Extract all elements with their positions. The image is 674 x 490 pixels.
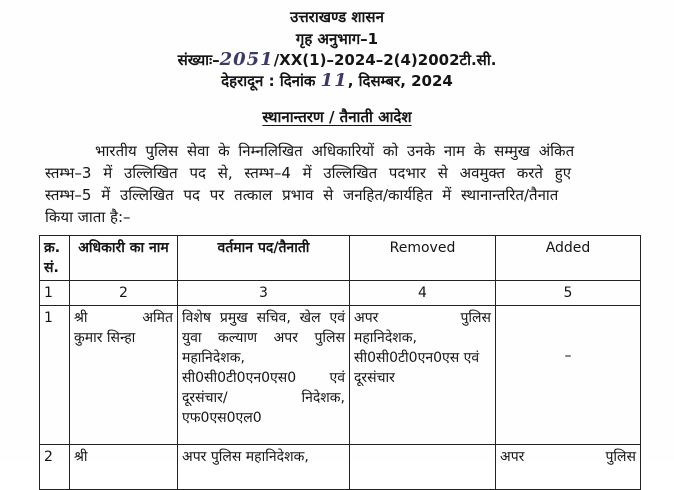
removed-cell [350,306,496,445]
officer-first-name: अमित [142,310,173,326]
order-number-suffix: /XX(1)–2024–2(4)2002टी.सी. [273,51,497,69]
order-number [0,51,674,69]
removed-rest: महानिदेशक, सी0सी0टी0एन0एस एवं दूरसंचार [354,330,480,386]
government-heading: उत्तराखण्ड शासन [290,8,384,26]
order-subject: स्थानान्तरण / तैनाती आदेश [262,108,412,126]
body-line-2: स्तम्भ–3 में उल्लिखित पद से, स्तम्भ–4 में उल्लिखित पदभार से अवमुक्त करते हुए [45,164,572,182]
header-removed: Removed [350,236,496,281]
place-date [0,72,674,90]
officer-last-name: कुमार सिन्हा [74,330,136,346]
officer-name-cell [70,445,178,490]
removed-word-1: अपर [354,310,379,326]
table-row [40,445,641,490]
column-number: 2 [70,281,178,306]
department-heading: गृह अनुभाग–1 [295,30,379,48]
header-current-posting: वर्तमान पद/तैनाती [178,236,350,281]
transfer-table [39,235,641,490]
current-posting-cell: विशेष प्रमुख सचिव, खेल एवं युवा कल्याण अपर पुलिस महानिदेशक, सी0सी0टी0एन0एस0 एवं दूरसंचार/ निदेशक, एफ0एस0एल0 [178,306,350,445]
added-dash: – [564,348,572,364]
added-cell [496,306,641,445]
header-added: Added [496,236,641,281]
body-line-1: भारतीय पुलिस सेवा के निम्नलिखित अधिकारियों को उनके नाम के सम्मुख अंकित [95,142,575,160]
added-word-2: पुलिस [605,449,636,465]
added-word-1: अपर [500,449,525,465]
header-serial-number: क्र. सं. [40,236,70,281]
column-number: 4 [350,281,496,306]
officer-title: श्री [74,310,88,326]
column-number: 1 [40,281,70,306]
current-posting-cell: अपर पुलिस महानिदेशक, [178,445,350,490]
order-number-handwritten: 2051 [219,49,274,70]
added-cell [496,445,641,490]
officer-title: श्री [74,449,88,465]
date-suffix: , दिसम्बर, 2024 [347,72,453,90]
header-officer-name: अधिकारी का नाम [70,236,178,281]
table-row [40,306,641,445]
body-line-4: किया जाता है:– [45,208,131,226]
column-number-row [40,281,641,306]
date-handwritten: 11 [320,70,348,91]
order-number-prefix: संख्याः– [177,51,220,69]
table-header-row [40,236,641,281]
place-date-prefix: देहरादून : दिनांक [221,72,316,90]
body-line-3: स्तम्भ–5 में उल्लिखित पद पर तत्काल प्रभाव से जनहित/कार्यहित में स्थानान्तरित/तैनात [45,186,559,204]
column-number: 5 [496,281,641,306]
removed-cell [350,445,496,490]
row-serial-number: 2 [40,445,70,490]
row-serial-number: 1 [40,306,70,445]
removed-word-2: पुलिस [460,310,491,326]
column-number: 3 [178,281,350,306]
officer-name-cell [70,306,178,445]
